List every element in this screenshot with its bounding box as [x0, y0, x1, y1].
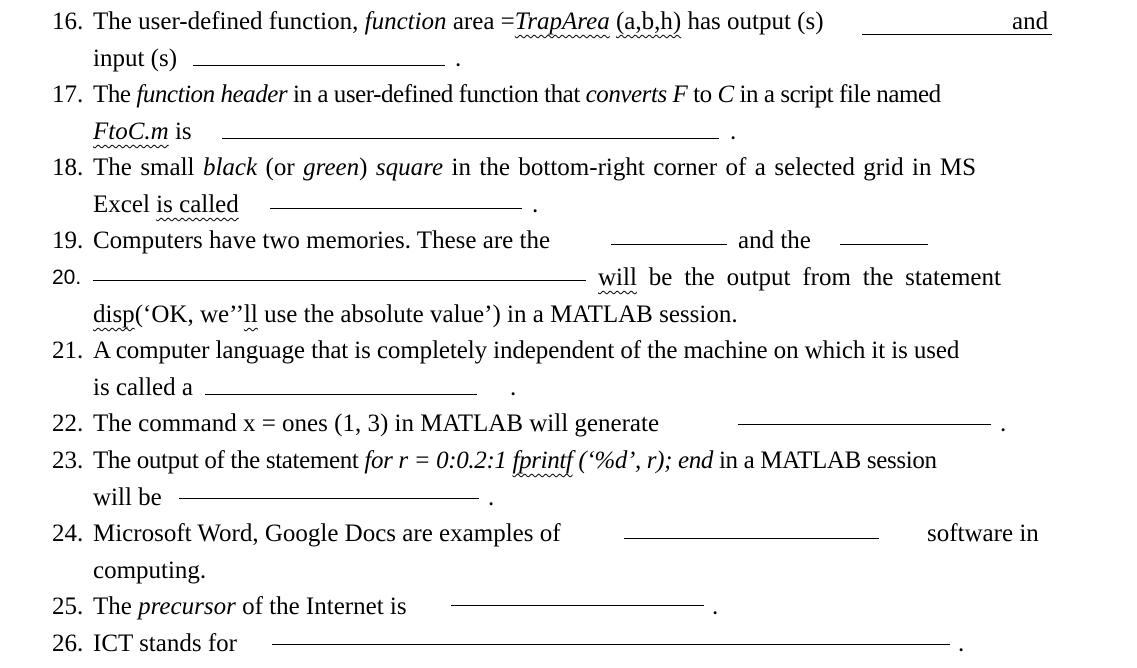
answer-blank[interactable] [840, 244, 928, 245]
question-text: FtoC.m is [93, 118, 192, 145]
question-number: 25. [52, 593, 84, 620]
question-number: 22. [52, 410, 84, 437]
question-text: The output of the statement for r = 0:0.2:1 fprintf (‘%d’, r); end in a MATLAB session [93, 447, 937, 474]
question-end: . [712, 593, 719, 620]
question-end: . [1000, 410, 1007, 437]
question-number: 23. [52, 447, 84, 474]
question-text: disp(‘OK, we’’ll use the absolute value’) in a MATLAB session. [93, 301, 738, 328]
answer-blank[interactable] [179, 498, 479, 499]
answer-blank[interactable] [222, 138, 719, 139]
question-text: The small black (or green) square in the bottom-right corner of a selected grid in MS [93, 154, 977, 181]
question-21-line-1 [0, 333, 1137, 369]
question-25-line-1 [0, 589, 1137, 625]
question-26-line-1 [0, 626, 1137, 662]
question-number: 21. [52, 337, 84, 364]
question-17-line-1 [0, 77, 1137, 113]
question-16-line-2 [0, 41, 1137, 77]
question-24-line-2 [0, 553, 1137, 589]
question-19-line-1 [0, 223, 1137, 259]
question-text: Computers have two memories. These are the [93, 227, 551, 254]
answer-blank[interactable] [624, 538, 879, 539]
question-text: The function header in a user-defined function that converts F to C in a script file named [93, 81, 941, 108]
question-text: will be the output from the statement [598, 264, 1001, 291]
question-number: 16. [52, 8, 84, 35]
question-end: . [958, 630, 965, 657]
question-end: . [532, 191, 539, 218]
question-20-line-1 [0, 260, 1137, 296]
question-text: Excel is called [93, 191, 239, 218]
question-text: The precursor of the Internet is [93, 593, 407, 620]
question-22-line-1 [0, 406, 1137, 442]
question-end: . [510, 374, 517, 401]
question-18-line-2 [0, 187, 1137, 223]
answer-blank[interactable] [451, 605, 704, 606]
answer-blank[interactable] [193, 65, 445, 66]
question-23-line-2 [0, 480, 1137, 516]
answer-blank[interactable] [272, 644, 950, 645]
question-text: A computer language that is completely independent of the machine on which it is used [93, 337, 960, 364]
question-text: The command x = ones (1, 3) in MATLAB will generate [93, 410, 660, 437]
question-text: and the [738, 227, 811, 254]
question-number: 20. [52, 266, 82, 289]
question-20-line-2 [0, 297, 1137, 333]
question-21-line-2 [0, 370, 1137, 406]
question-text: input (s) [93, 45, 178, 72]
question-text: Microsoft Word, Google Docs are examples of [93, 520, 561, 547]
question-text: The user-defined function, function area =TrapArea (a,b,h) has output (s) [93, 8, 824, 35]
answer-blank[interactable] [93, 280, 586, 281]
question-17-line-2 [0, 114, 1137, 150]
question-end: . [488, 484, 495, 511]
question-number: 18. [52, 154, 84, 181]
question-text: is called a [93, 374, 193, 401]
question-end: . [455, 45, 462, 72]
question-number: 24. [52, 520, 84, 547]
question-number: 19. [52, 227, 84, 254]
question-end: . [730, 118, 737, 145]
question-23-line-1 [0, 443, 1137, 479]
question-18-line-1 [0, 150, 1137, 186]
question-16-line-1 [0, 4, 1137, 40]
question-number: 26. [52, 630, 84, 657]
question-number: 17. [52, 81, 84, 108]
answer-blank[interactable] [611, 244, 727, 245]
question-text: and [1012, 8, 1049, 35]
question-24-line-1 [0, 516, 1137, 552]
question-text: computing. [93, 557, 207, 584]
answer-blank[interactable] [270, 208, 522, 209]
question-text: will be [93, 484, 162, 511]
question-text: software in [927, 520, 1039, 547]
question-text: ICT stands for [93, 630, 237, 657]
answer-blank[interactable] [738, 424, 991, 425]
answer-blank[interactable] [205, 394, 477, 395]
